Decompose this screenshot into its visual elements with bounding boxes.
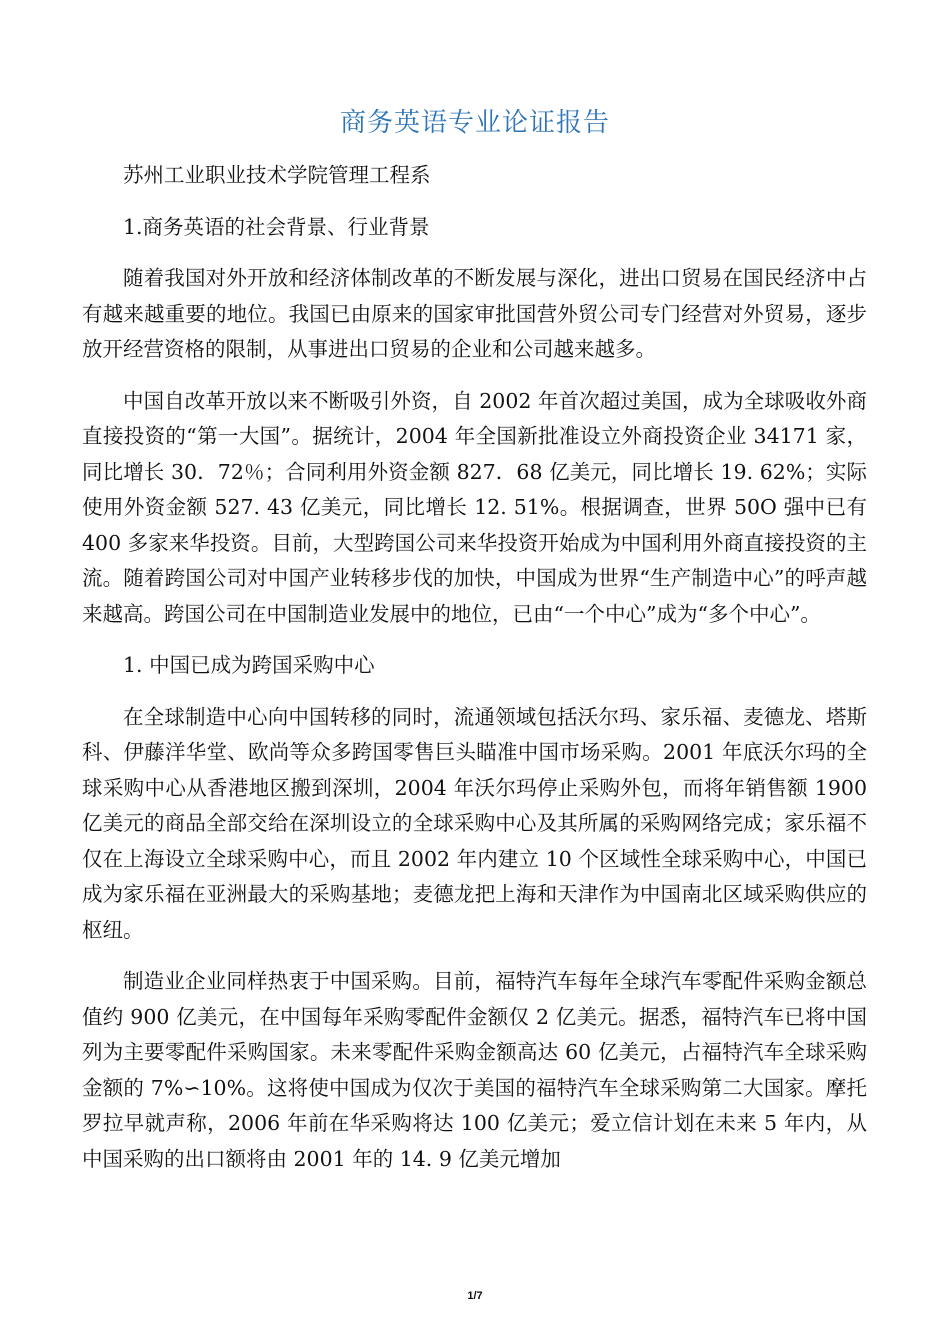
page-number: 1/7	[467, 1290, 483, 1302]
paragraph-3: 在全球制造中心向中国转移的同时，流通领域包括沃尔玛、家乐福、麦德龙、塔斯科、伊藤洋华堂、欧尚等众多跨国零售巨头瞄准中国市场采购。2001 年底沃尔玛的全球采购中心从香港地区搬到深圳，2004 年沃尔玛停止采购外包，而将年销售额 1900 亿美元的商品全部交给在深圳设立的全球采购中心及其所属的采购网络完成；家乐福不仅在上海设立全球采购中心，而且 2002 年内建立 10 个区域性全球采购中心，中国已成为家乐福在亚洲最大的采购基地；麦德龙把上海和天津作为中国南北区域采购供应的枢纽。	[82, 704, 867, 942]
section-heading-background: 1.商务英语的社会背景、行业背景	[123, 214, 430, 239]
paragraph-2: 中国自改革开放以来不断吸引外资，自 2002 年首次超过美国，成为全球吸收外商直接投资的“第一大国”。据统计，2004 年全国新批准设立外商投资企业 34171 家，同比增长 30．72％；合同利用外资金额 827．68 亿美元，同比增长 19. 62%；实际使用外资金额 527. 43 亿美元，同比增长 12. 51%。根据调查，世界 50O 强中已有 400 多家来华投资。目前，大型跨国公司来华投资开始成为中国利用外商直接投资的主流。随着跨国公司对中国产业转移步伐的加快，中国成为世界“生产制造中心”的呼声越来越高。跨国公司在中国制造业发展中的地位，已由“一个中心”成为“多个中心”。	[82, 388, 867, 626]
document-title: 商务英语专业论证报告	[339, 108, 610, 138]
paragraph-4: 制造业企业同样热衷于中国采购。目前，福特汽车每年全球汽车零配件采购金额总值约 900 亿美元，在中国每年采购零配件金额仅 2 亿美元。据悉，福特汽车已将中国列为主要零配件采购国家。未来零配件采购金额高达 60 亿美元，占福特汽车全球采购金额的 7%∽10%。这将使中国成为仅次于美国的福特汽车全球采购第二大国家。摩托罗拉早就声称，2006 年前在华采购将达 100 亿美元；爱立信计划在未来 5 年内，从中国采购的出口额将由 2001 年的 14. 9 亿美元增加	[82, 969, 867, 1171]
department-line: 苏州工业职业技术学院管理工程系	[123, 163, 431, 187]
paragraph-1: 随着我国对外开放和经济体制改革的不断发展与深化，进出口贸易在国民经济中占有越来越重要的地位。我国已由原来的国家审批国营外贸公司专门经营对外贸易，逐步放开经营资格的限制，从事进出口贸易的企业和公司越来越多。	[82, 266, 867, 361]
section-heading-procurement: 1. 中国已成为跨国采购中心	[123, 653, 375, 677]
document-body	[82, 158, 867, 1193]
